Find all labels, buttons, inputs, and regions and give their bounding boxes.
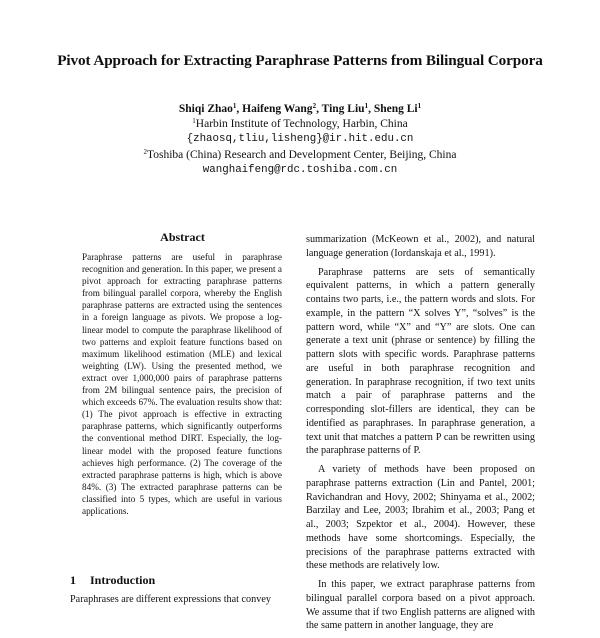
author-sup: 2	[312, 102, 317, 110]
author-name: Ting Liu	[321, 103, 365, 115]
email-2: wanghaifeng@rdc.toshiba.com.cn	[202, 163, 398, 176]
section-heading-introduction	[70, 573, 155, 588]
paragraph: A variety of methods have been proposed on paraphrase patterns extraction (Lin and Pantel, 2001; Ravichandran and Hovy, 2002; Shinyama et al., 2002; Barzilay and Lee, 2003; Ibrahim et al., 2003; Pang et al., 2003; Szpektor et al., 2004). However, these methods have some shortcomings. Especially, the precisions of the paraphrase patterns extracted with these methods are relatively low.	[306, 464, 535, 572]
paragraph: Paraphrase patterns are sets of semantically equivalent patterns, in which a pattern generally contains two parts, i.e., the pattern words and slots. For example, in the pattern “X solves Y”, “solves” is the pattern word, while “X” and “Y” are slots. One can generate a text unit (phrase or sentence) by filling the pattern slots with specific words. Paraphrase patterns are useful in both paraphrase recognition and generation. In paraphrase recognition, if two text units match a pair of paraphrase patterns and the corresponding slot-fillers are identical, they can be identified as paraphrases. In paraphrase generation, a text unit that matches a pattern P can be rewritten using the paraphrase patterns of P.	[306, 266, 535, 457]
paper-title: Pivot Approach for Extracting Paraphrase Patterns from Bilingual Corpora	[57, 52, 543, 69]
email-1: {zhaosq,tliu,lisheng}@ir.hit.edu.cn	[186, 133, 414, 146]
right-column	[306, 233, 535, 638]
author-name: Shiqi Zhao	[178, 103, 233, 115]
abstract-heading: Abstract	[160, 230, 205, 244]
paragraph: In this paper, we extract paraphrase patterns from bilingual parallel corpora based on a pivot approach. We assume that if two English patterns are aligned with the same pattern in another language, they are	[306, 579, 535, 632]
affiliation-1: $^1$Harbin Institute of Technology, Harbin, China	[192, 117, 408, 131]
abstract-text: Paraphrase patterns are useful in paraphrase recognition and generation. In this paper, we present a pivot approach for extracting paraphrase patterns from bilingual parallel corpora, whereby the English paraphrase patterns are extracted using the sentences in a foreign language as pivots. We propose a log-linear model to compute the paraphrase likelihood of two patterns and exploit feature functions based on maximum likelihood estimation (MLE) and lexical weighting (LW). Using the presented method, we extract over 1,000,000 pairs of paraphrase patterns from 2M bilingual sentence pairs, the precision of which exceeds 67%. The evaluation results show that: (1) The pivot approach is effective in extracting paraphrase patterns, which significantly outperforms the conventional method DIRT. Especially, the log-linear model with the proposed feature functions achieves high performance. (2) The coverage of the extracted paraphrase patterns is high, which is above 84%. (3) The extracted paraphrase patterns can be classified into 5 types, which are useful in various applications.	[82, 252, 282, 516]
author-name: Sheng Li	[373, 103, 418, 115]
author-block	[0, 102, 600, 178]
author-sup: 1	[364, 102, 369, 110]
section-number: 1	[70, 573, 76, 587]
paragraph: summarization (McKeown et al., 2002), and natural language generation (Iordanskaja et al., 1991).	[306, 234, 535, 259]
affiliation-2: $^2$Toshiba (China) Research and Development Center, Beijing, China	[143, 147, 457, 161]
author-names: Shiqi Zhao$^1$, Haifeng Wang$^2$, Ting Liu$^1$, Sheng Li$^1$	[178, 102, 422, 115]
introduction-first-line: Paraphrases are different expressions that convey	[70, 594, 271, 605]
author-sup: 1	[417, 102, 422, 110]
author-name: Haifeng Wang	[242, 103, 313, 115]
section-title: Introduction	[90, 573, 156, 587]
author-sup: 1	[232, 102, 237, 110]
